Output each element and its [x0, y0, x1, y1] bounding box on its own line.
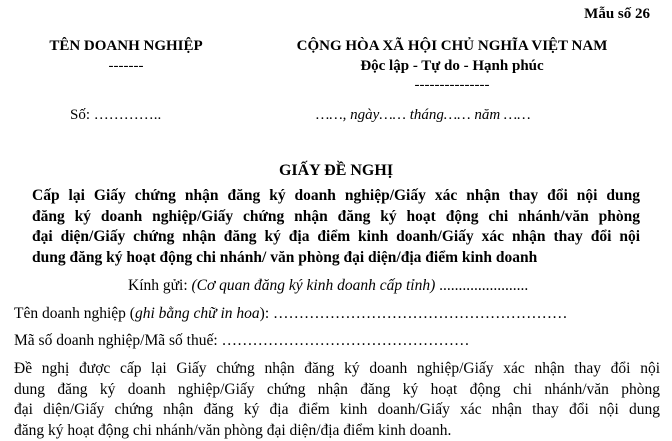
- document-number: Số: …………..: [70, 107, 162, 123]
- tax-code-field: Mã số doanh nghiệp/Mã số thuế: …………………………………………: [14, 332, 470, 349]
- subtitle-line: đại diện/Giấy chứng nhận đăng ký địa điểm kinh doanh/Giấy xác nhận thay đổi nội: [32, 228, 640, 245]
- document-title: GIẤY ĐỀ NGHỊ: [278, 162, 394, 179]
- addressee-dots: .......................: [435, 277, 529, 294]
- request-line: dung đăng ký doanh nghiệp/Giấy chứng nhận đăng ký hoạt động chi nhánh/văn phòng: [14, 380, 660, 398]
- request-line: đại diện/Giấy chứng nhận đăng ký địa điểm kinh doanh/Giấy xác nhận thay đổi nội dung: [14, 401, 660, 418]
- subtitle-line: Cấp lại Giấy chứng nhận đăng ký doanh nghiệp/Giấy xác nhận thay đổi nội dung: [32, 187, 640, 204]
- request-line: Đề nghị được cấp lại Giấy chứng nhận đăng ký doanh nghiệp/Giấy xác nhận thay đổi nội: [14, 360, 660, 377]
- company-name-hint: ghi bằng chữ in hoa: [134, 305, 260, 322]
- motto-dashes: ---------------: [414, 77, 490, 93]
- addressee-line: [128, 277, 528, 295]
- date-line: ……, ngày…… tháng…… năm ……: [316, 107, 531, 123]
- subtitle-line: dung đăng ký hoạt động chi nhánh/ văn phòng đại diện/địa điểm kinh doanh: [32, 248, 538, 266]
- motto: Độc lập - Tự do - Hạnh phúc: [360, 58, 544, 74]
- republic-heading: CỘNG HÒA XÃ HỘI CHỦ NGHĨA VIỆT NAM: [296, 38, 608, 54]
- addressee-label: Kính gửi:: [128, 277, 192, 294]
- company-name-heading: TÊN DOANH NGHIỆP: [49, 38, 203, 54]
- company-name-blank: ): …………………………………………………: [259, 305, 568, 322]
- request-line: đăng ký hoạt động chi nhánh/văn phòng đại diện/địa điểm kinh doanh.: [14, 421, 452, 439]
- request-paragraph: [14, 359, 660, 441]
- company-name-label: Tên doanh nghiệp (: [14, 305, 135, 322]
- form-number: Mẫu số 26: [584, 6, 650, 22]
- company-name-field: [14, 305, 568, 323]
- subtitle-line: đăng ký doanh nghiệp/Giấy chứng nhận đăng ký hoạt động chi nhánh/văn phòng: [32, 207, 640, 225]
- company-dashes: -------: [108, 58, 144, 74]
- addressee-agency: (Cơ quan đăng ký kinh doanh cấp tỉnh): [191, 277, 436, 294]
- document-subtitle: [32, 186, 640, 268]
